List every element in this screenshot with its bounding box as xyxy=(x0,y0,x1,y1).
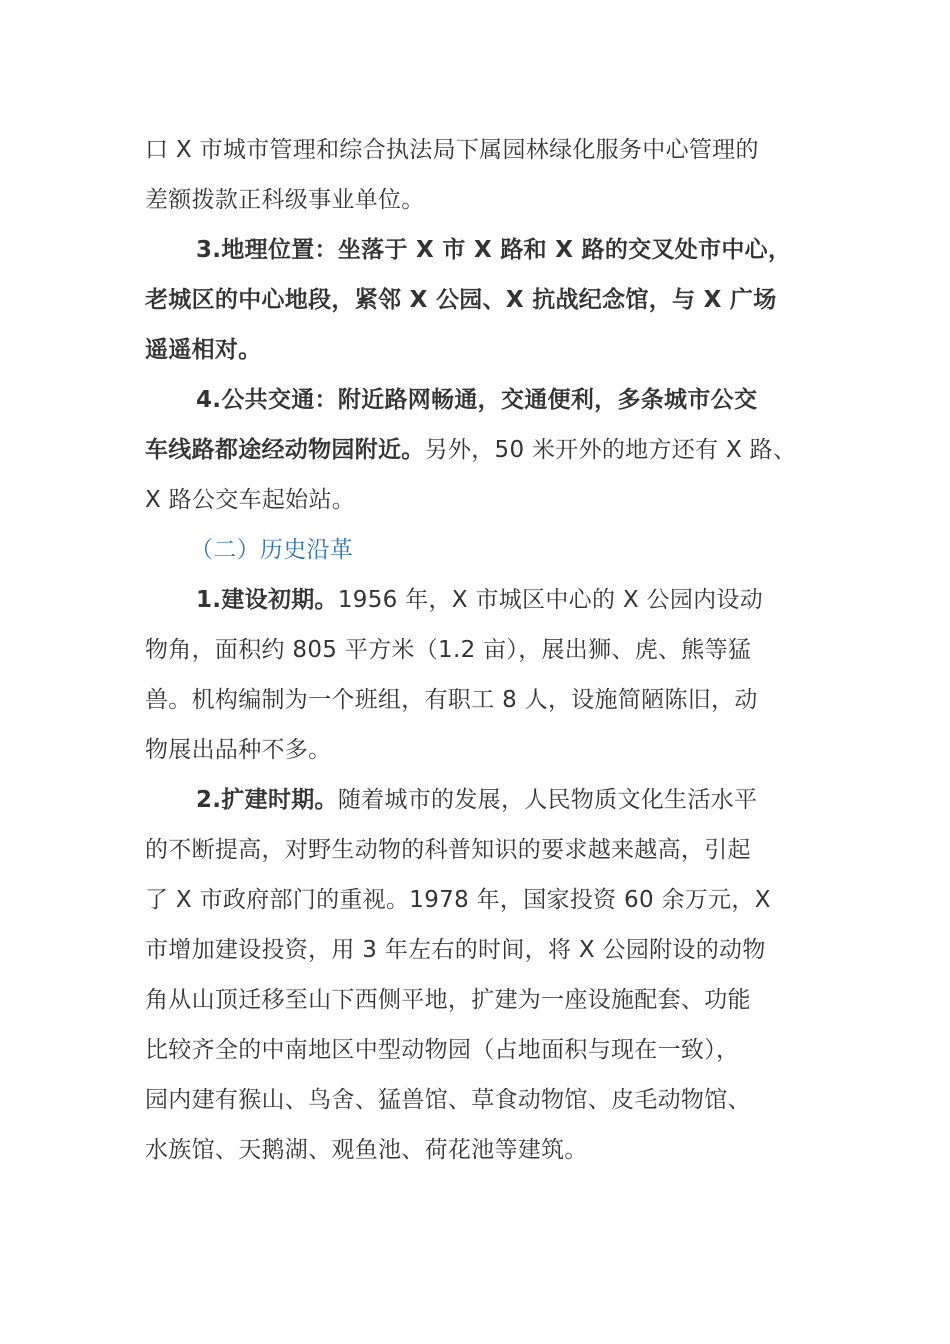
bold-lead: 车线路都途经动物园附近。 xyxy=(145,437,425,463)
text-line: 比较齐全的中南地区中型动物园（占地面积与现在一致）， xyxy=(145,1037,740,1063)
text-line: 的不断提高，对野生动物的科普知识的要求越来越高，引起 xyxy=(145,837,751,863)
text-line: 口 X 市城市管理和综合执法局下属园林绿化服务中心管理的 xyxy=(145,137,759,163)
text-line: 兽。机构编制为一个班组，有职工 8 人，设施简陋陈旧，动 xyxy=(145,687,758,713)
text-line-bold: 4.公共交通：附近路网畅通，交通便利，多条城市公交 xyxy=(196,387,758,413)
text-line: 物角，面积约 805 平方米（1.2 亩），展出狮、虎、熊等猛 xyxy=(145,637,752,663)
text-line-bold: 遥遥相对。 xyxy=(145,337,262,363)
text-line xyxy=(196,785,757,815)
text-line: 水族馆、天鹅湖、观鱼池、荷花池等建筑。 xyxy=(145,1137,588,1163)
text-line xyxy=(145,435,796,465)
text-line: 市增加建设投资，用 3 年左右的时间，将 X 公园附设的动物 xyxy=(145,937,766,963)
text-line: X 路公交车起始站。 xyxy=(145,487,356,513)
bold-lead: 1.建设初期。 xyxy=(196,587,338,613)
text-line: 园内建有猴山、鸟舍、猛兽馆、草食动物馆、皮毛动物馆、 xyxy=(145,1087,751,1113)
text-line: 物展出品种不多。 xyxy=(145,737,332,763)
text-run: 另外，50 米开外的地方还有 X 路、 xyxy=(424,437,797,463)
text-line xyxy=(196,585,763,615)
text-run: 1956 年，X 市城区中心的 X 公园内设动 xyxy=(337,587,764,613)
text-line: 差额拨款正科级事业单位。 xyxy=(145,187,425,213)
section-heading: （二）历史沿革 xyxy=(190,537,354,563)
text-run: 随着城市的发展，人民物质文化生活水平 xyxy=(337,787,758,813)
text-line: 角从山顶迁移至山下西侧平地，扩建为一座设施配套、功能 xyxy=(145,987,751,1013)
text-line-bold: 3.地理位置：坐落于 X 市 X 路和 X 路的交叉处市中心， xyxy=(196,237,792,263)
text-line-bold: 老城区的中心地段，紧邻 X 公园、X 抗战纪念馆，与 X 广场 xyxy=(145,287,777,313)
bold-lead: 2.扩建时期。 xyxy=(196,787,338,813)
text-line: 了 X 市政府部门的重视。1978 年，国家投资 60 余万元，X xyxy=(145,887,771,913)
